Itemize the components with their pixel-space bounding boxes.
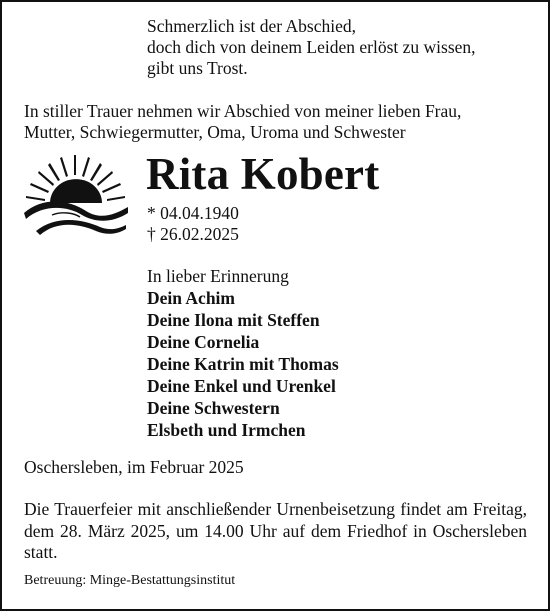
mourner-name: Deine Katrin mit Thomas: [147, 354, 339, 374]
memory-heading: In lieber Erinnerung: [147, 266, 289, 286]
funeral-home-credit: Betreuung: Minge-Bestattungsinstitut: [24, 573, 236, 588]
life-dates: [147, 203, 239, 245]
mourner-name: Deine Ilona mit Steffen: [147, 310, 320, 330]
poem-line: doch dich von deinem Leiden erlöst zu wissen,: [147, 37, 476, 57]
mourner-name: Deine Cornelia: [147, 332, 260, 352]
birth-date: * 04.04.1940: [147, 203, 239, 223]
deceased-name: Rita Kobert: [146, 149, 380, 199]
intro-line: In stiller Trauer nehmen wir Abschied von meiner lieben Frau,: [24, 101, 462, 121]
death-date: † 26.02.2025: [147, 224, 239, 244]
mourner-name: Elsbeth und Irmchen: [147, 420, 306, 440]
mourner-name: Dein Achim: [147, 288, 235, 308]
poem-line: gibt uns Trost.: [147, 58, 248, 78]
poem: [147, 16, 476, 79]
poem-line: Schmerzlich ist der Abschied,: [147, 16, 356, 36]
mourners-block: [147, 265, 339, 441]
sunset-hills-icon: [22, 153, 130, 239]
intro-text: [24, 101, 534, 143]
mourner-name: Deine Schwestern: [147, 398, 280, 418]
intro-line: Mutter, Schwiegermutter, Oma, Uroma und Schwester: [24, 122, 406, 142]
place-and-date: Oschersleben, im Februar 2025: [24, 457, 244, 477]
ceremony-text: Die Trauerfeier mit anschließender Urnenbeisetzung findet am Freitag, dem 28. März 2025, um 14.00 Uhr auf dem Friedhof in Oschersleben statt.: [24, 499, 527, 562]
mourner-name: Deine Enkel und Urenkel: [147, 376, 336, 396]
